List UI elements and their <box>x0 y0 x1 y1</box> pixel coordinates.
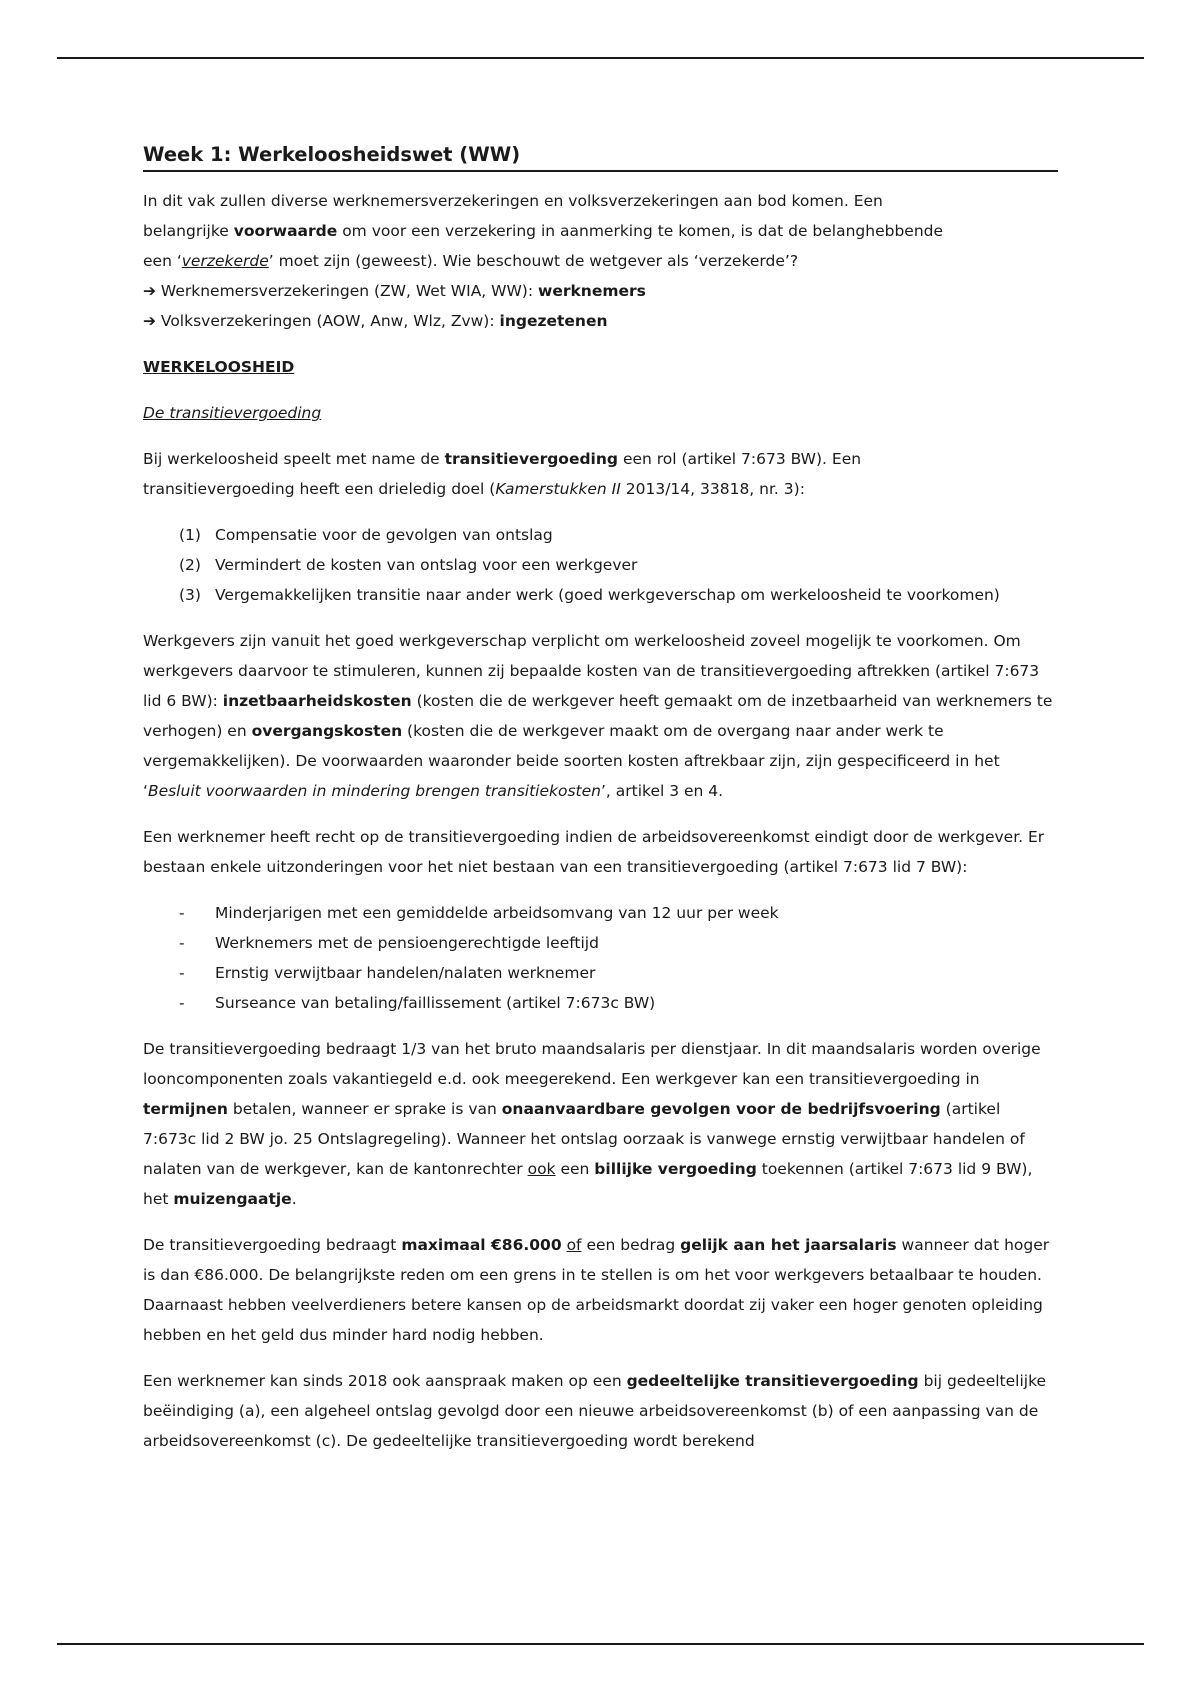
list-item <box>179 550 1058 580</box>
list-text: Surseance van betaling/faillissement (artikel 7:673c BW) <box>215 994 656 1012</box>
text-run: een bedrag <box>581 1236 681 1254</box>
intro-line <box>143 276 1058 306</box>
intro-line <box>143 246 1058 276</box>
list-marker: - <box>179 904 185 922</box>
section-heading: WERKELOOSHEID <box>143 358 295 376</box>
intro-line <box>143 216 1058 246</box>
list-item <box>179 988 1058 1018</box>
list-item <box>179 580 1058 610</box>
paragraph <box>143 1034 1058 1214</box>
goals-list <box>143 520 1058 610</box>
text-run: om voor een verzekering in aanmerking te komen, is dat de belanghebbende <box>337 222 944 240</box>
text-run: belangrijke <box>143 222 234 240</box>
italic-term: Kamerstukken II <box>495 480 621 498</box>
list-item <box>179 520 1058 550</box>
text-run: ’ moet zijn (geweest). Wie beschouwt de wetgever als ‘verzekerde’? <box>268 252 799 270</box>
bold-term: transitievergoeding <box>444 450 619 468</box>
list-text: Minderjarigen met een gemiddelde arbeidsomvang van 12 uur per week <box>215 904 779 922</box>
text-run: (kosten die de werkgever heeft gemaakt om de inzetbaarheid van werknemers te verhogen) en <box>143 692 1053 740</box>
text-run: Werkgevers zijn vanuit het goed werkgeverschap verplicht om werkeloosheid zoveel mogelijk te voorkomen. Om werkgevers daarvoor te stimuleren, kunnen zij bepaalde kosten van de transitievergoeding aftrekken (artikel 7:673 lid 6 BW): <box>143 632 1040 710</box>
list-marker: - <box>179 994 185 1012</box>
text-run: een <box>555 1160 595 1178</box>
list-text: Vergemakkelijken transitie naar ander werk (goed werkgeverschap om werkeloosheid te voorkomen) <box>215 586 1000 604</box>
text-run: toekennen (artikel 7:673 lid 9 BW), het <box>143 1160 1033 1208</box>
bold-term: billijke vergoeding <box>594 1160 757 1178</box>
bold-term: voorwaarde <box>233 222 338 240</box>
paragraph: Een werknemer heeft recht op de transitievergoeding indien de arbeidsovereenkomst eindigt door de werkgever. Er bestaan enkele uitzonderingen voor het niet bestaan van een transitievergoeding (artikel 7:673 lid 7 BW): <box>143 828 1045 876</box>
text-run: ’, artikel 3 en 4. <box>600 782 724 800</box>
text-run: . <box>291 1190 297 1208</box>
text-run: De transitievergoeding bedraagt 1/3 van het bruto maandsalaris per dienstjaar. In dit maandsalaris worden overige looncomponenten zoals vakantiegeld e.d. ook meegerekend. Een werkgever kan een transitievergoeding in <box>143 1040 1041 1088</box>
bold-term: maximaal €86.000 <box>401 1236 562 1254</box>
bold-term: gelijk aan het jaarsalaris <box>680 1236 897 1254</box>
italic-term: verzekerde <box>181 252 269 270</box>
text-run: In dit vak zullen diverse werknemersverzekeringen en volksverzekeringen aan bod komen. Een <box>143 192 883 210</box>
paragraph <box>143 1366 1058 1456</box>
document-body <box>143 140 1058 1456</box>
bold-term: onaanvaardbare gevolgen voor de bedrijfsvoering <box>501 1100 941 1118</box>
text-run: wanneer dat hoger is dan €86.000. De belangrijkste reden om een grens in te stellen is om het voor werkgevers betaalbaar te houden. Daarnaast hebben veelverdieners betere kansen op de arbeidsmarkt doordat zij vaker een hoger genoten opleiding hebben en het geld dus minder hard nodig hebben. <box>143 1236 1050 1344</box>
bold-term: termijnen <box>143 1100 228 1118</box>
text-run: bij gedeeltelijke beëindiging (a), een algeheel ontslag gevolgd door een nieuwe arbeidsovereenkomst (b) of een aanpassing van de arbeidsovereenkomst (c). De gedeeltelijke transitievergoeding wordt berekend <box>143 1372 1047 1450</box>
list-marker: - <box>179 934 185 952</box>
list-text: Ernstig verwijtbaar handelen/nalaten werknemer <box>215 964 596 982</box>
paragraph <box>143 1230 1058 1350</box>
list-text: Vermindert de kosten van ontslag voor een werkgever <box>215 556 638 574</box>
list-marker: (3) <box>179 586 201 604</box>
intro-line <box>143 306 1058 336</box>
list-item <box>179 928 1058 958</box>
list-item <box>179 958 1058 988</box>
list-marker: - <box>179 964 185 982</box>
list-marker: (1) <box>179 526 201 544</box>
paragraph <box>143 444 1058 504</box>
bold-term: gedeeltelijke transitievergoeding <box>626 1372 919 1390</box>
text-run: (kosten die de werkgever maakt om de overgang naar ander werk te vergemakkelijken). De voorwaarden waaronder beide soorten kosten aftrekbaar zijn, zijn gespecificeerd in het ‘ <box>143 722 1000 800</box>
text-run: (artikel 7:673c lid 2 BW jo. 25 Ontslagregeling). Wanneer het ontslag oorzaak is vanwege ernstig verwijtbaar handelen of nalaten van de werkgever, kan de kantonrechter <box>143 1100 1025 1178</box>
text-run: Een werknemer kan sinds 2018 ook aanspraak maken op een <box>143 1372 627 1390</box>
bold-term: overgangskosten <box>251 722 403 740</box>
bold-term: werknemers <box>538 282 646 300</box>
list-item <box>179 898 1058 928</box>
underlined-term: of <box>566 1236 582 1254</box>
exceptions-list <box>143 898 1058 1018</box>
text-run: De transitievergoeding bedraagt <box>143 1236 402 1254</box>
text-run: ➔ Werknemersverzekeringen (ZW, Wet WIA, WW): <box>143 282 539 300</box>
intro-line <box>143 186 1058 216</box>
text-run: transitievergoeding heeft een drieledig doel ( <box>143 480 496 498</box>
text-run: Bij werkeloosheid speelt met name de <box>143 450 445 468</box>
footer-rule <box>57 1643 1144 1645</box>
bold-term: ingezetenen <box>499 312 608 330</box>
bold-term: muizengaatje <box>173 1190 292 1208</box>
underlined-term: ook <box>527 1160 556 1178</box>
text-run: betalen, wanneer er sprake is van <box>227 1100 502 1118</box>
text-run: 2013/14, 33818, nr. 3): <box>620 480 805 498</box>
bold-term: inzetbaarheidskosten <box>222 692 412 710</box>
italic-term: Besluit voorwaarden in mindering brengen transitiekosten <box>147 782 601 800</box>
intro-paragraph <box>143 186 1058 336</box>
text-run: een rol (artikel 7:673 BW). Een <box>618 450 862 468</box>
text-run: een ‘ <box>143 252 182 270</box>
page-title: Week 1: Werkeloosheidswet (WW) <box>143 140 1058 172</box>
paragraph <box>143 626 1058 806</box>
text-run: ➔ Volksverzekeringen (AOW, Anw, Wlz, Zvw): <box>143 312 500 330</box>
list-text: Compensatie voor de gevolgen van ontslag <box>215 526 553 544</box>
subsection-heading: De transitievergoeding <box>143 404 322 422</box>
header-rule <box>57 57 1144 59</box>
list-text: Werknemers met de pensioengerechtigde leeftijd <box>215 934 599 952</box>
list-marker: (2) <box>179 556 201 574</box>
